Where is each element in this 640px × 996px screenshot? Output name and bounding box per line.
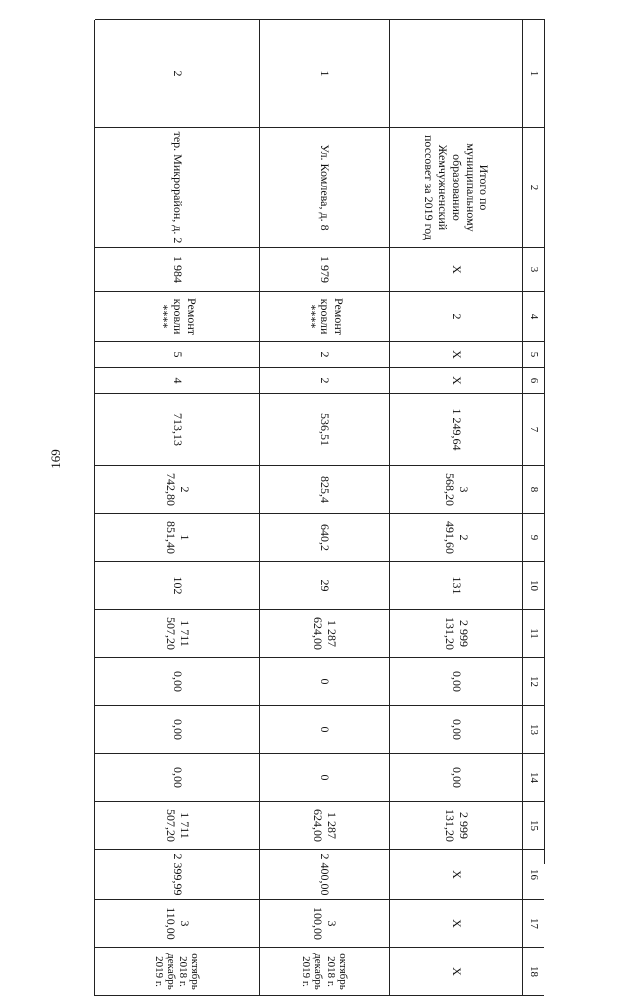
row-2-c10: 102 bbox=[94, 562, 259, 610]
total-row-c10: 131 bbox=[389, 562, 522, 610]
total-row-c5: Х bbox=[389, 342, 522, 368]
total-row-c13: 0,00 bbox=[389, 706, 522, 754]
total-row-c3: Х bbox=[389, 248, 522, 292]
total-row-c14: 0,00 bbox=[389, 754, 522, 802]
col-header-18: 18 bbox=[522, 948, 544, 996]
total-row-c11: 2 999 131,20 bbox=[389, 610, 522, 658]
row-1-c17: 3 100,00 bbox=[259, 900, 389, 948]
row-1-number: 1 bbox=[259, 20, 389, 128]
data-table bbox=[95, 19, 545, 990]
total-row-c15: 2 999 131,20 bbox=[389, 802, 522, 850]
rotated-table-wrapper bbox=[95, 19, 545, 990]
row-1-c12: 0 bbox=[259, 658, 389, 706]
row-1-work-type: Ремонт кровли **** bbox=[259, 292, 389, 342]
row-1-c11: 1 287 624,00 bbox=[259, 610, 389, 658]
row-2-number: 2 bbox=[94, 20, 259, 128]
col-header-10: 10 bbox=[522, 562, 544, 610]
row-2-period-end: декабрь 2019 г. bbox=[152, 953, 177, 990]
row-2-period bbox=[94, 948, 259, 996]
row-1-c16: 2 400,00 bbox=[259, 850, 389, 900]
col-header-7: 7 bbox=[522, 394, 544, 466]
col-header-3: 3 bbox=[522, 248, 544, 292]
row-2-c11: 1 711 507,20 bbox=[94, 610, 259, 658]
row-2-c16: 2 399,99 bbox=[94, 850, 259, 900]
col-header-9: 9 bbox=[522, 514, 544, 562]
total-row-c16: Х bbox=[389, 850, 522, 900]
col-header-11: 11 bbox=[522, 610, 544, 658]
row-2-c6: 4 bbox=[94, 368, 259, 394]
row-2-c8: 2 742,80 bbox=[94, 466, 259, 514]
row-2-c5: 5 bbox=[94, 342, 259, 368]
row-2-c3: 1 984 bbox=[94, 248, 259, 292]
row-2-period-start: октябрь 2018 г. bbox=[177, 953, 202, 990]
col-header-13: 13 bbox=[522, 706, 544, 754]
row-1-period bbox=[259, 948, 389, 996]
page-number: 169 bbox=[48, 449, 63, 469]
col-header-16: 16 bbox=[522, 850, 544, 900]
row-1-c15: 1 287 624,00 bbox=[259, 802, 389, 850]
col-header-2: 2 bbox=[522, 128, 544, 248]
row-2-address: тер. Микрорайон, д. 2 bbox=[94, 128, 259, 248]
total-row-number bbox=[389, 20, 522, 128]
row-1-c9: 640,2 bbox=[259, 514, 389, 562]
row-2-c15: 1 711 507,20 bbox=[94, 802, 259, 850]
total-row-c18: Х bbox=[389, 948, 522, 996]
col-header-4: 4 bbox=[522, 292, 544, 342]
col-header-12: 12 bbox=[522, 658, 544, 706]
total-row-c9: 2 491,60 bbox=[389, 514, 522, 562]
col-header-15: 15 bbox=[522, 802, 544, 850]
total-row-c17: Х bbox=[389, 900, 522, 948]
total-row-c6: Х bbox=[389, 368, 522, 394]
col-header-6: 6 bbox=[522, 368, 544, 394]
row-1-c7: 536,51 bbox=[259, 394, 389, 466]
total-row-title: Итого по муниципальному образованию Жемчужненский поссовет за 2019 год bbox=[389, 128, 522, 248]
row-1-c6: 2 bbox=[259, 368, 389, 394]
row-1-c14: 0 bbox=[259, 754, 389, 802]
row-2-c13: 0,00 bbox=[94, 706, 259, 754]
row-1-period-start: октябрь 2018 г. bbox=[324, 953, 349, 990]
row-1-c5: 2 bbox=[259, 342, 389, 368]
row-1-c8: 825,4 bbox=[259, 466, 389, 514]
row-2-c14: 0,00 bbox=[94, 754, 259, 802]
col-header-8: 8 bbox=[522, 466, 544, 514]
col-header-17: 17 bbox=[522, 900, 544, 948]
row-1-c10: 29 bbox=[259, 562, 389, 610]
row-2-c7: 713,13 bbox=[94, 394, 259, 466]
row-1-period-end: декабрь 2019 г. bbox=[300, 953, 325, 990]
col-header-5: 5 bbox=[522, 342, 544, 368]
col-header-1: 1 bbox=[522, 20, 544, 128]
col-header-14: 14 bbox=[522, 754, 544, 802]
row-2-c9: 1 851,40 bbox=[94, 514, 259, 562]
row-1-c3: 1 979 bbox=[259, 248, 389, 292]
total-row-c12: 0,00 bbox=[389, 658, 522, 706]
row-1-c13: 0 bbox=[259, 706, 389, 754]
total-row-c8: 3 568,20 bbox=[389, 466, 522, 514]
total-row-c4: 2 bbox=[389, 292, 522, 342]
row-2-c12: 0,00 bbox=[94, 658, 259, 706]
row-2-c17: 3 110,00 bbox=[94, 900, 259, 948]
row-2-work-type: Ремонт кровли **** bbox=[94, 292, 259, 342]
row-1-address: Ул. Комлева, д. 8 bbox=[259, 128, 389, 248]
total-row-c7: 1 249,64 bbox=[389, 394, 522, 466]
